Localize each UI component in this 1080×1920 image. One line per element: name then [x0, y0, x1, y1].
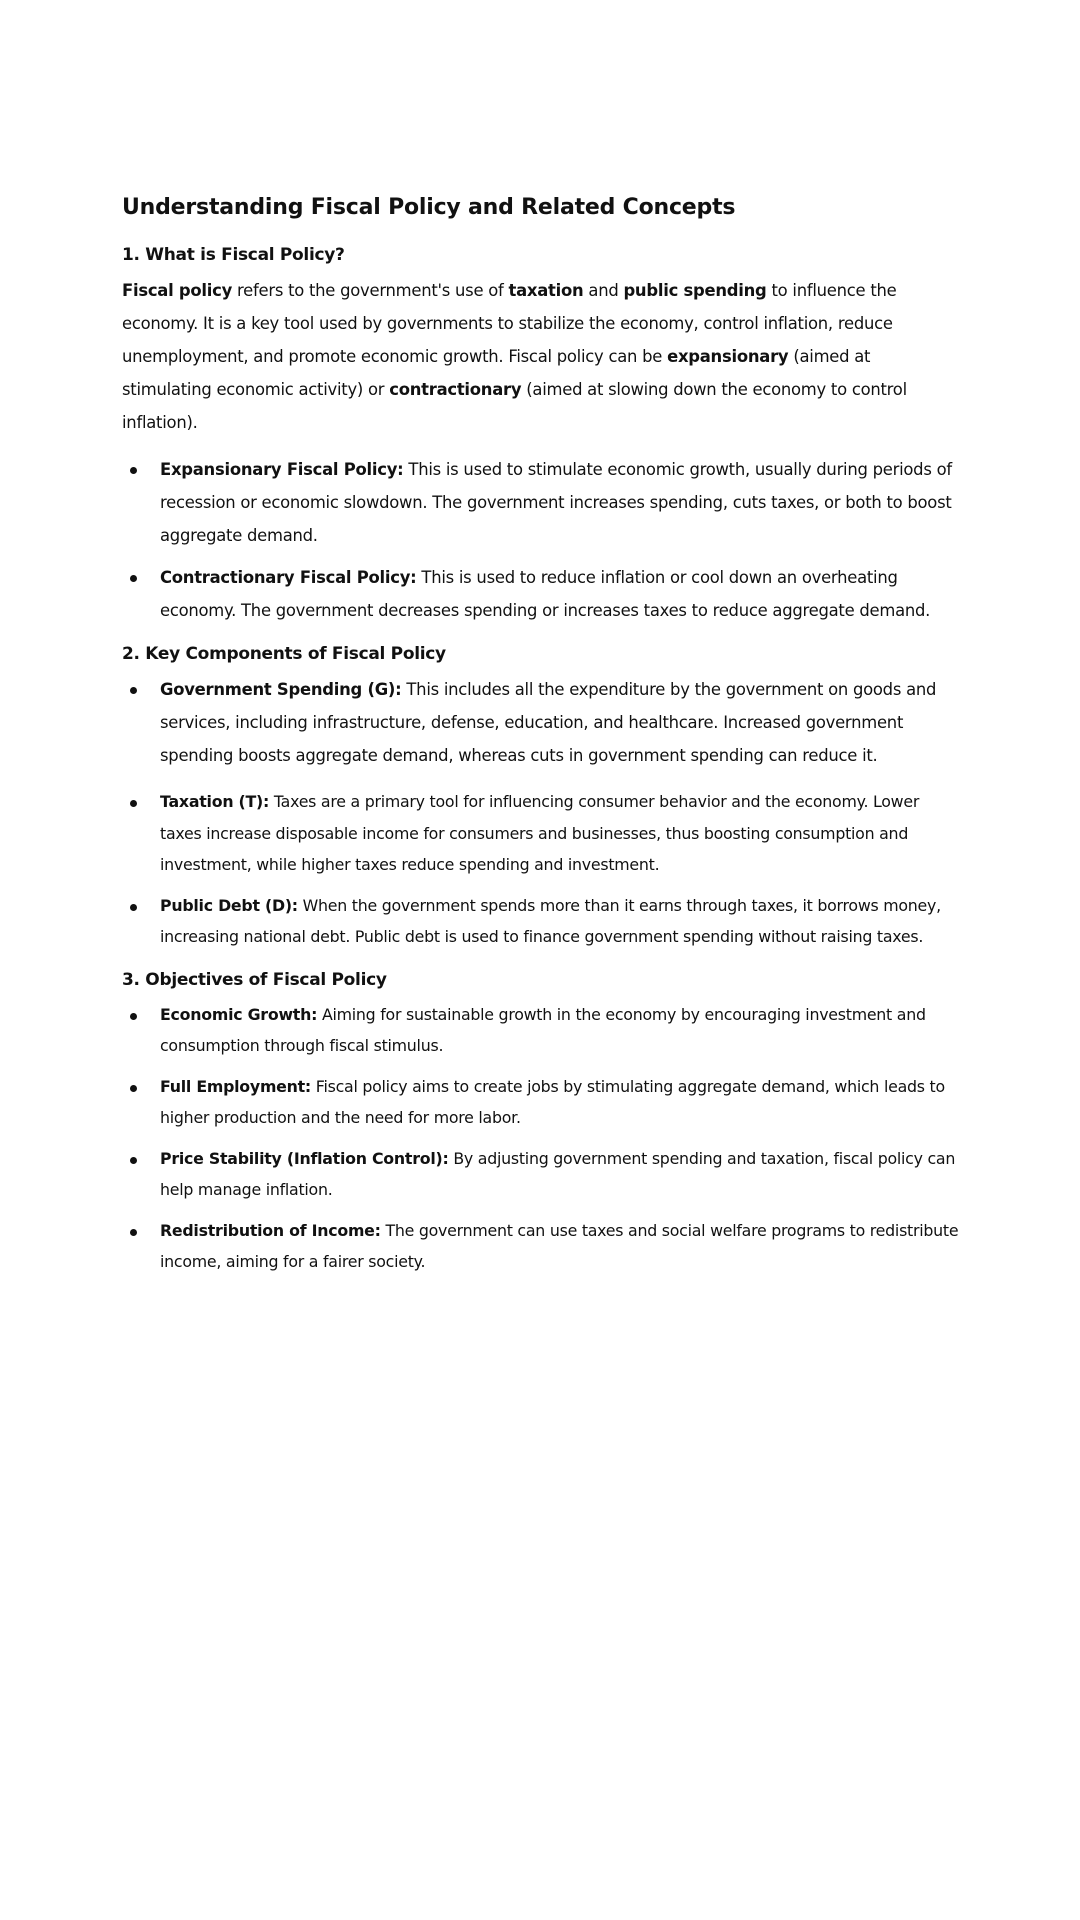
list-item-redistribution-of-income: [122, 1215, 960, 1278]
objectives-list: [122, 999, 960, 1278]
list-item-text: By adjusting government spending and taxation, fiscal policy can help manage inflation.: [160, 1148, 956, 1199]
list-item-label: Contractionary Fiscal Policy:: [160, 568, 417, 587]
list-item-text: Aiming for sustainable growth in the economy by encouraging investment and consumption through fiscal stimulus.: [160, 1004, 926, 1055]
list-item-text: This is used to stimulate economic growth, usually during periods of recession or economic slowdown. The government increases spending, cuts taxes, or both to boost aggregate demand.: [160, 460, 952, 545]
list-item-label: Government Spending (G):: [160, 680, 402, 699]
list-item-government-spending: [122, 673, 960, 772]
list-item-economic-growth: [122, 999, 960, 1062]
list-item-taxation: [122, 786, 960, 881]
list-item-label: Economic Growth:: [160, 1004, 318, 1024]
document-title: Understanding Fiscal Policy and Related Concepts: [122, 195, 736, 220]
intro-text: (aimed at stimulating economic activity) or: [122, 347, 871, 399]
list-item-expansionary: [122, 453, 960, 552]
list-item-text: This includes all the expenditure by the government on goods and services, including infrastructure, defense, education, and healthcare. Increased government spending boosts aggregate demand, whereas cuts in government spending can reduce it.: [160, 680, 937, 765]
list-item-label: Taxation (T):: [160, 792, 270, 811]
fiscal-policy-types-list: [122, 453, 960, 627]
intro-text: (aimed at slowing down the economy to control inflation).: [122, 380, 907, 432]
intro-text: and: [583, 281, 624, 300]
list-item-label: Redistribution of Income:: [160, 1220, 381, 1240]
list-item-contractionary: [122, 561, 960, 627]
intro-paragraph: [122, 274, 960, 439]
list-item-label: Price Stability (Inflation Control):: [160, 1148, 449, 1168]
key-components-list: [122, 673, 960, 772]
section-heading-key-components: 2. Key Components of Fiscal Policy: [122, 644, 446, 664]
list-item-label: Public Debt (D):: [160, 895, 298, 915]
list-item-label: Expansionary Fiscal Policy:: [160, 460, 404, 479]
list-item-text: Fiscal policy aims to create jobs by stimulating aggregate demand, which leads to higher production and the need for more labor.: [160, 1076, 945, 1127]
list-item-text: This is used to reduce inflation or cool down an overheating economy. The government decreases spending or increases taxes to reduce aggregate demand.: [160, 568, 931, 620]
list-item-public-debt: [122, 890, 960, 953]
list-item-label: Full Employment:: [160, 1076, 311, 1096]
term-contractionary: contractionary: [389, 380, 522, 399]
document-page: [122, 190, 960, 1292]
intro-text: refers to the government's use of: [232, 281, 509, 300]
term-fiscal-policy: Fiscal policy: [122, 281, 233, 300]
term-taxation: taxation: [508, 281, 584, 300]
term-expansionary: expansionary: [667, 347, 789, 366]
section-heading-what-is-fiscal-policy: 1. What is Fiscal Policy?: [122, 245, 345, 265]
list-item-text: Taxes are a primary tool for influencing consumer behavior and the economy. Lower taxes increase disposable income for consumers and businesses, thus boosting consumption and investment, while higher taxes reduce spending and investment.: [160, 792, 920, 874]
key-components-nested-list: [122, 786, 960, 953]
list-item-text: When the government spends more than it earns through taxes, it borrows money, increasing national debt. Public debt is used to finance government spending without raising taxes.: [160, 895, 941, 946]
section-heading-objectives: 3. Objectives of Fiscal Policy: [122, 969, 387, 990]
list-item-full-employment: [122, 1071, 960, 1134]
intro-text: to influence the economy. It is a key tool used by governments to stabilize the economy, control inflation, reduce unemployment, and promote economic growth. Fiscal policy can be: [122, 281, 897, 366]
list-item-price-stability: [122, 1143, 960, 1206]
list-item-text: The government can use taxes and social welfare programs to redistribute income, aiming for a fairer society.: [160, 1220, 959, 1271]
term-public-spending: public spending: [623, 281, 767, 300]
